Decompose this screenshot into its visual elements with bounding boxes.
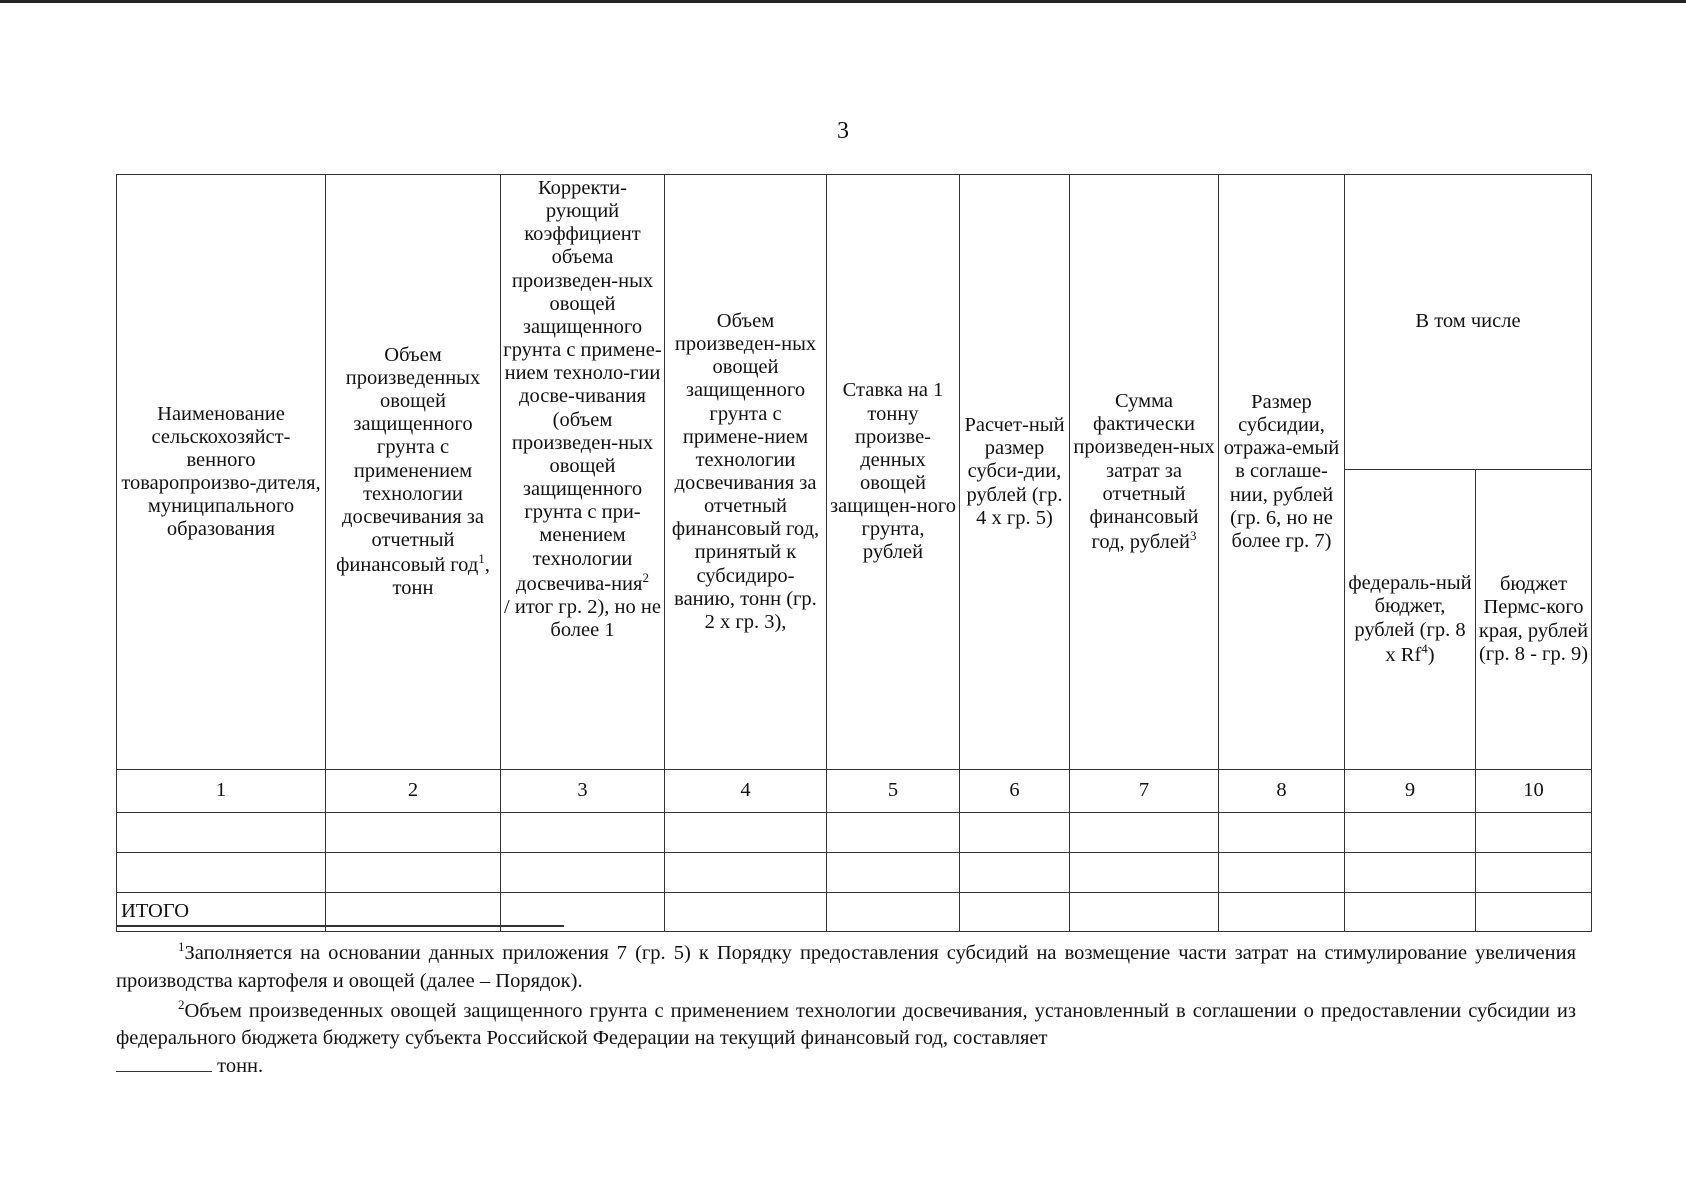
table-cell xyxy=(1476,853,1592,893)
header-c3-text: Корректи-рующий коэффициент объема произведен-ных овощей защищенного грунта с примене-нием техноло-гии досве-чивания (объем произведен-ных овощей защищенного грунта с при-менением технологии досвечива-ния xyxy=(503,177,662,595)
footnote-1-mark: 1 xyxy=(178,939,185,954)
footnote-ref-3: 3 xyxy=(1189,527,1197,543)
table-row xyxy=(117,853,1592,893)
footnote-ref-1: 1 xyxy=(478,551,485,567)
footnote-separator xyxy=(116,925,564,927)
subsidy-table xyxy=(116,174,1592,932)
footnote-2 xyxy=(116,996,1576,1081)
footnote-ref-2: 2 xyxy=(642,569,649,585)
table-cell xyxy=(501,853,665,893)
table-cell xyxy=(827,893,960,932)
column-number: 4 xyxy=(665,770,827,813)
table-cell xyxy=(117,853,326,893)
table-cell xyxy=(960,813,1070,853)
header-c1-text: Наименование сельскохозяйст-венного товаропроизво-дителя, муниципального образования xyxy=(121,402,321,541)
footnotes xyxy=(116,938,1576,1081)
header-row xyxy=(117,175,1592,470)
table-cell xyxy=(501,813,665,853)
table-cell xyxy=(665,813,827,853)
header-c10-text: бюджет Пермс-кого края, рублей (гр. 8 - гр. 9) xyxy=(1478,573,1589,665)
header-c9-tail: ) xyxy=(1427,643,1435,666)
table-cell xyxy=(665,853,827,893)
column-number: 5 xyxy=(827,770,960,813)
header-c2-unit: , тонн xyxy=(392,553,490,600)
header-c8-text: Размер субсидии, отража-емый в соглаше-нии, рублей (гр. 6, но не более гр. 7) xyxy=(1223,390,1340,552)
header-c9-text: федераль-ный бюджет, рублей (гр. 8 х Rf xyxy=(1348,572,1472,666)
table-cell xyxy=(960,893,1070,932)
header-c4-text: Объем произведен-ных овощей защищенного грунта с примене-нием технологии досвечивания за отчетный финансовый год, принятый к субсидиро-ванию, тонн (гр. 2 х гр. 3), xyxy=(671,309,820,633)
table-cell xyxy=(1070,813,1219,853)
header-c7-text: Сумма фактически произведен-ных затрат за отчетный финансовый год, рублей xyxy=(1073,390,1215,553)
table-cell xyxy=(960,853,1070,893)
header-group-text: В том числе xyxy=(1415,310,1521,333)
header-c6 xyxy=(960,175,1070,770)
column-number: 1 xyxy=(117,770,326,813)
footnote-2-text: Объем произведенных овощей защищенного грунта с применением технологии досвечивания, установленный в соглашении о предоставлении субсидии из федерального бюджета бюджету субъекта Российской Федерации на текущий финансовый год, составляет xyxy=(116,999,1576,1050)
header-c6-text: Расчет-ный размер субси-дии, рублей (гр. 4 х гр. 5) xyxy=(964,414,1065,529)
table-cell xyxy=(1070,893,1219,932)
table-row xyxy=(117,813,1592,853)
table-cell xyxy=(326,853,501,893)
top-border xyxy=(0,0,1686,3)
footnote-1 xyxy=(116,938,1576,996)
table-cell xyxy=(1345,853,1476,893)
header-c3-tail: / итог гр. 2), но не более 1 xyxy=(504,595,661,641)
table-cell xyxy=(1476,893,1592,932)
table-cell xyxy=(827,813,960,853)
header-c5 xyxy=(827,175,960,770)
table-cell xyxy=(326,813,501,853)
column-number: 8 xyxy=(1219,770,1345,813)
table-cell xyxy=(665,893,827,932)
header-group xyxy=(1345,175,1592,470)
footnote-2-tail: тонн. xyxy=(217,1055,264,1078)
header-c4 xyxy=(665,175,827,770)
header-c5-text: Ставка на 1 тонну произве-денных овощей защищен-ного грунта, рублей xyxy=(829,379,956,564)
column-number-row xyxy=(117,770,1592,813)
header-c2-text: Объем произведенных овощей защищенного грунта с применением технологии досвечивания за отчетный финансовый год xyxy=(336,343,484,576)
table-cell xyxy=(1219,853,1345,893)
column-number: 2 xyxy=(326,770,501,813)
table-cell xyxy=(1345,893,1476,932)
footnote-ref-4: 4 xyxy=(1421,640,1428,656)
table-cell xyxy=(117,813,326,853)
header-c9 xyxy=(1345,470,1476,770)
header-c7 xyxy=(1070,175,1219,770)
header-c3 xyxy=(501,175,665,770)
header-c10 xyxy=(1476,470,1592,770)
table-cell xyxy=(1476,813,1592,853)
column-number: 7 xyxy=(1070,770,1219,813)
column-number: 9 xyxy=(1345,770,1476,813)
blank-fill-line xyxy=(116,1053,212,1072)
total-label: ИТОГО xyxy=(117,893,326,932)
header-c1 xyxy=(117,175,326,770)
table-cell xyxy=(1219,813,1345,853)
footnote-2-mark: 2 xyxy=(178,996,185,1012)
table-cell xyxy=(827,853,960,893)
column-number: 6 xyxy=(960,770,1070,813)
table-cell xyxy=(1345,813,1476,853)
table-cell xyxy=(1070,853,1219,893)
table-cell xyxy=(1219,893,1345,932)
footnote-1-text: Заполняется на основании данных приложения 7 (гр. 5) к Порядку предоставления субсидий на возмещение части затрат на стимулирование увеличения производства картофеля и овощей (далее – Порядок). xyxy=(116,941,1576,992)
page-number: 3 xyxy=(837,118,849,144)
header-c8 xyxy=(1219,175,1345,770)
header-c2 xyxy=(326,175,501,770)
column-number: 3 xyxy=(501,770,665,813)
column-number: 10 xyxy=(1476,770,1592,813)
